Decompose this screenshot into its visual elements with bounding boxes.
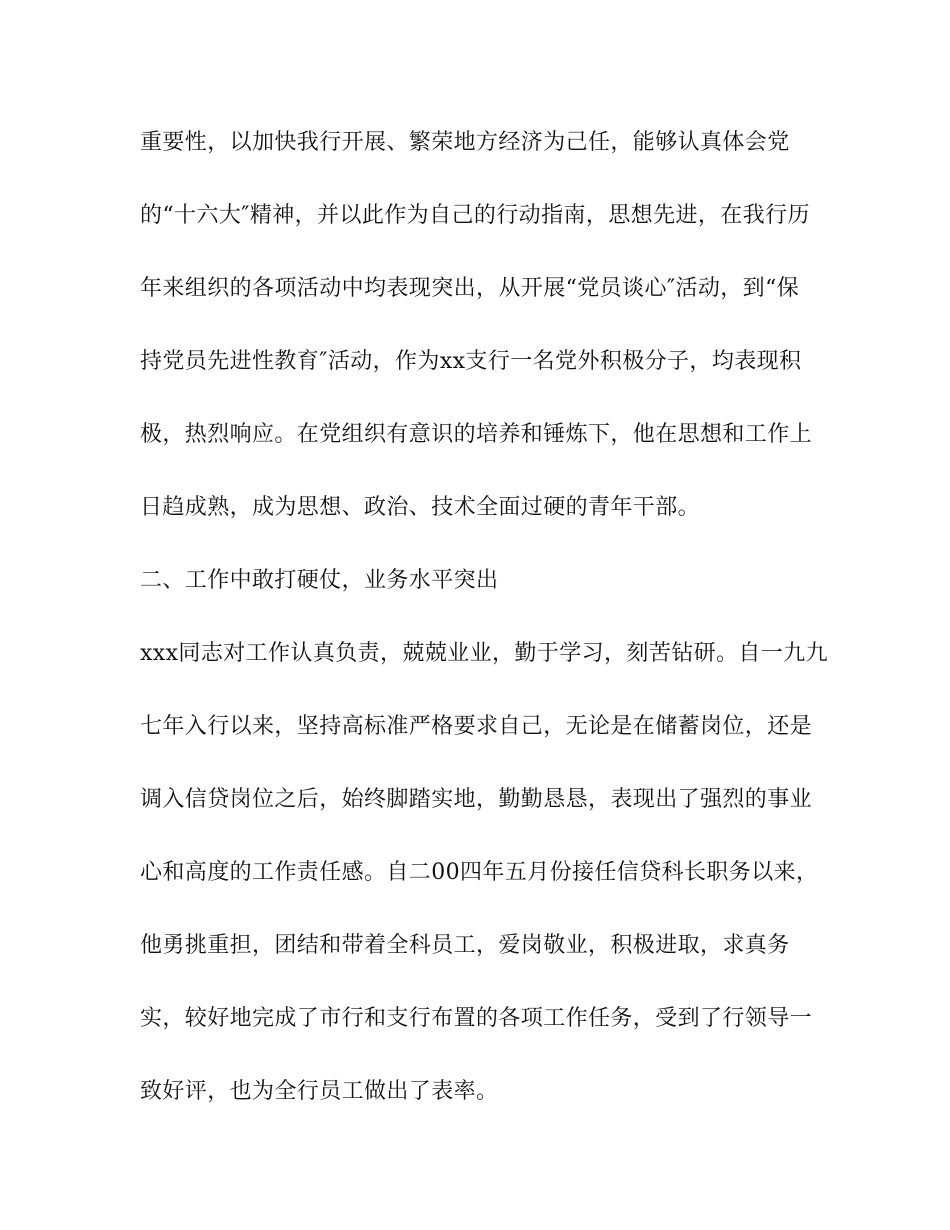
text-line: 心和高度的工作责任感。自二00四年五月份接任信贷科长职务以来，	[140, 860, 819, 885]
text-line: 日趋成熟，成为思想、政治、技术全面过硬的青年干部。	[140, 495, 701, 520]
text-line: xxx同志对工作认真负责，兢兢业业，勤于学习，刻苦钻研。自一九九	[140, 641, 829, 666]
section-heading: 二、工作中敢打硬仗，业务水平突出	[140, 568, 499, 593]
text-line: 他勇挑重担，团结和带着全科员工，爱岗敬业，积极进取，求真务	[140, 933, 790, 958]
text-line: 极，热烈响应。在党组织有意识的培养和锤炼下，他在思想和工作上	[140, 422, 813, 447]
text-line: 年来组织的各项活动中均表现突出，从开展“党员谈心″活动，到“保	[140, 276, 800, 301]
text-line: 重要性，以加快我行开展、繁荣地方经济为己任，能够认真体会党	[140, 130, 790, 155]
text-line: 持党员先进性教育″活动，作为xx支行一名党外积极分子，均表现积	[140, 349, 802, 374]
text-line: 七年入行以来，坚持高标准严格要求自己，无论是在储蓄岗位，还是	[140, 714, 813, 739]
text-line: 实，较好地完成了市行和支行布置的各项工作任务，受到了行领导一	[140, 1006, 813, 1031]
text-line: 调入信贷岗位之后，始终脚踏实地，勤勤恳恳，表现出了强烈的事业	[140, 787, 813, 812]
text-line: 的“十六大″精神，并以此作为自己的行动指南，思想先进，在我行历	[140, 203, 810, 228]
text-line: 致好评，也为全行员工做出了表率。	[140, 1079, 499, 1104]
